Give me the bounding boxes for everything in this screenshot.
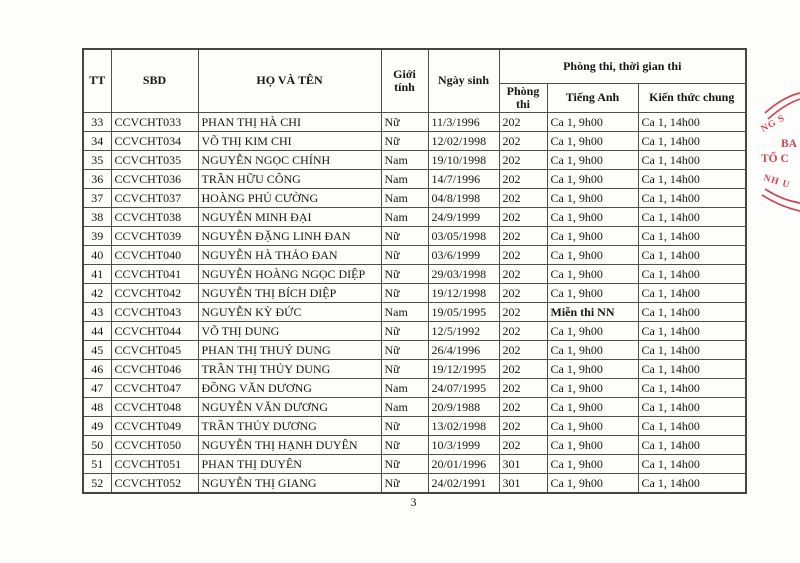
- cell-tt: 51: [83, 455, 111, 474]
- cell-english: Ca 1, 9h00: [547, 227, 638, 246]
- cell-tt: 35: [83, 151, 111, 170]
- cell-tt: 39: [83, 227, 111, 246]
- cell-name: HOÀNG PHÚ CƯỜNG: [198, 189, 381, 208]
- cell-dob: 24/9/1999: [428, 208, 499, 227]
- cell-tt: 41: [83, 265, 111, 284]
- cell-english: Ca 1, 9h00: [547, 246, 638, 265]
- cell-name: TRẦN THỦY DƯƠNG: [198, 417, 381, 436]
- cell-general: Ca 1, 14h00: [638, 208, 746, 227]
- table-row: [83, 398, 746, 417]
- cell-general: Ca 1, 14h00: [638, 322, 746, 341]
- cell-sbd: CCVCHT042: [111, 284, 198, 303]
- cell-gender: Nữ: [381, 284, 428, 303]
- cell-dob: 26/4/1996: [428, 341, 499, 360]
- cell-tt: 49: [83, 417, 111, 436]
- cell-sbd: CCVCHT045: [111, 341, 198, 360]
- table-row: [83, 113, 746, 132]
- cell-gender: Nữ: [381, 322, 428, 341]
- table-row: [83, 360, 746, 379]
- cell-sbd: CCVCHT049: [111, 417, 198, 436]
- cell-sbd: CCVCHT047: [111, 379, 198, 398]
- table-row: [83, 379, 746, 398]
- table-row: [83, 341, 746, 360]
- header-tt: TT: [83, 49, 111, 113]
- cell-english: Ca 1, 9h00: [547, 341, 638, 360]
- stamp-ring-arcs: [759, 93, 800, 211]
- cell-general: Ca 1, 14h00: [638, 303, 746, 322]
- cell-general: Ca 1, 14h00: [638, 341, 746, 360]
- table-row: [83, 189, 746, 208]
- cell-english: Ca 1, 9h00: [547, 132, 638, 151]
- cell-tt: 48: [83, 398, 111, 417]
- cell-name: NGUYỄN THỊ GIANG: [198, 474, 381, 494]
- cell-name: NGUYỄN VĂN DƯƠNG: [198, 398, 381, 417]
- header-name: HỌ VÀ TÊN: [198, 49, 381, 113]
- cell-name: PHAN THỊ HÀ CHI: [198, 113, 381, 132]
- cell-sbd: CCVCHT035: [111, 151, 198, 170]
- cell-sbd: CCVCHT033: [111, 113, 198, 132]
- cell-dob: 19/12/1995: [428, 360, 499, 379]
- cell-tt: 46: [83, 360, 111, 379]
- cell-general: Ca 1, 14h00: [638, 132, 746, 151]
- cell-sbd: CCVCHT037: [111, 189, 198, 208]
- cell-dob: 24/07/1995: [428, 379, 499, 398]
- cell-english: Ca 1, 9h00: [547, 398, 638, 417]
- cell-general: Ca 1, 14h00: [638, 379, 746, 398]
- cell-name: NGUYỄN THỊ HẠNH DUYÊN: [198, 436, 381, 455]
- cell-dob: 12/02/1998: [428, 132, 499, 151]
- cell-room: 202: [499, 303, 547, 322]
- cell-tt: 50: [83, 436, 111, 455]
- cell-sbd: CCVCHT052: [111, 474, 198, 494]
- cell-english: Ca 1, 9h00: [547, 379, 638, 398]
- header-general: Kiến thức chung: [638, 83, 746, 113]
- cell-dob: 24/02/1991: [428, 474, 499, 494]
- cell-dob: 10/3/1999: [428, 436, 499, 455]
- cell-name: TRẦN THỊ THỦY DUNG: [198, 360, 381, 379]
- cell-name: NGUYỄN MINH ĐẠI: [198, 208, 381, 227]
- cell-dob: 04/8/1998: [428, 189, 499, 208]
- cell-english: Ca 1, 9h00: [547, 265, 638, 284]
- cell-general: Ca 1, 14h00: [638, 417, 746, 436]
- cell-dob: 03/05/1998: [428, 227, 499, 246]
- cell-general: Ca 1, 14h00: [638, 265, 746, 284]
- cell-name: ĐỒNG VĂN DƯƠNG: [198, 379, 381, 398]
- cell-english: Ca 1, 9h00: [547, 170, 638, 189]
- cell-room: 202: [499, 151, 547, 170]
- cell-gender: Nam: [381, 189, 428, 208]
- cell-tt: 37: [83, 189, 111, 208]
- table-row: [83, 303, 746, 322]
- cell-english: Ca 1, 9h00: [547, 417, 638, 436]
- table-row: [83, 436, 746, 455]
- cell-general: Ca 1, 14h00: [638, 170, 746, 189]
- table-row: [83, 265, 746, 284]
- cell-gender: Nữ: [381, 474, 428, 494]
- cell-tt: 33: [83, 113, 111, 132]
- cell-gender: Nam: [381, 151, 428, 170]
- page-number: 3: [410, 495, 417, 509]
- cell-room: 202: [499, 132, 547, 151]
- cell-english: Ca 1, 9h00: [547, 151, 638, 170]
- cell-gender: Nữ: [381, 265, 428, 284]
- cell-general: Ca 1, 14h00: [638, 246, 746, 265]
- cell-room: 202: [499, 322, 547, 341]
- cell-room: 202: [499, 398, 547, 417]
- cell-name: TRẦN HỮU CÔNG: [198, 170, 381, 189]
- cell-english: Ca 1, 9h00: [547, 189, 638, 208]
- cell-room: 202: [499, 379, 547, 398]
- cell-name: NGUYỄN THỊ BÍCH DIỆP: [198, 284, 381, 303]
- table-row: [83, 246, 746, 265]
- cell-room: 202: [499, 436, 547, 455]
- cell-room: 202: [499, 189, 547, 208]
- header-sbd: SBD: [111, 49, 198, 113]
- cell-tt: 47: [83, 379, 111, 398]
- cell-gender: Nữ: [381, 227, 428, 246]
- cell-gender: Nữ: [381, 360, 428, 379]
- cell-name: VÕ THỊ DUNG: [198, 322, 381, 341]
- header-exam-group: Phòng thi, thời gian thi: [499, 49, 746, 83]
- cell-english: Ca 1, 9h00: [547, 113, 638, 132]
- cell-gender: Nữ: [381, 246, 428, 265]
- cell-dob: 19/10/1998: [428, 151, 499, 170]
- cell-gender: Nữ: [381, 132, 428, 151]
- cell-tt: 52: [83, 474, 111, 494]
- cell-dob: 11/3/1996: [428, 113, 499, 132]
- cell-sbd: CCVCHT044: [111, 322, 198, 341]
- cell-general: Ca 1, 14h00: [638, 284, 746, 303]
- cell-gender: Nữ: [381, 455, 428, 474]
- table-row: [83, 322, 746, 341]
- table-row: [83, 170, 746, 189]
- cell-gender: Nam: [381, 379, 428, 398]
- stamp-text-bottom-arc: NH U: [762, 173, 792, 191]
- cell-general: Ca 1, 14h00: [638, 455, 746, 474]
- cell-room: 202: [499, 170, 547, 189]
- cell-sbd: CCVCHT041: [111, 265, 198, 284]
- header-gender: Giới tính: [381, 49, 428, 113]
- cell-gender: Nữ: [381, 341, 428, 360]
- cell-sbd: CCVCHT038: [111, 208, 198, 227]
- cell-dob: 19/12/1998: [428, 284, 499, 303]
- red-stamp: [750, 90, 800, 218]
- cell-name: PHAN THỊ DUYÊN: [198, 455, 381, 474]
- cell-name: PHAN THỊ THUÝ DUNG: [198, 341, 381, 360]
- table-row: [83, 474, 746, 494]
- cell-dob: 29/03/1998: [428, 265, 499, 284]
- cell-room: 202: [499, 360, 547, 379]
- cell-general: Ca 1, 14h00: [638, 398, 746, 417]
- cell-name: NGUYỄN KỲ ĐỨC: [198, 303, 381, 322]
- cell-sbd: CCVCHT036: [111, 170, 198, 189]
- cell-dob: 20/9/1988: [428, 398, 499, 417]
- cell-english: Ca 1, 9h00: [547, 455, 638, 474]
- cell-name: NGUYỄN NGỌC CHÍNH: [198, 151, 381, 170]
- cell-room: 301: [499, 474, 547, 494]
- cell-gender: Nam: [381, 208, 428, 227]
- cell-dob: 12/5/1992: [428, 322, 499, 341]
- cell-tt: 43: [83, 303, 111, 322]
- cell-tt: 38: [83, 208, 111, 227]
- cell-room: 202: [499, 284, 547, 303]
- cell-tt: 45: [83, 341, 111, 360]
- cell-room: 202: [499, 417, 547, 436]
- table-row: [83, 132, 746, 151]
- cell-dob: 14/7/1996: [428, 170, 499, 189]
- table-row: [83, 227, 746, 246]
- header-room: Phòng thi: [499, 83, 547, 113]
- cell-general: Ca 1, 14h00: [638, 360, 746, 379]
- cell-sbd: CCVCHT046: [111, 360, 198, 379]
- cell-sbd: CCVCHT048: [111, 398, 198, 417]
- cell-name: NGUYỄN HÀ THẢO ĐAN: [198, 246, 381, 265]
- cell-english: Ca 1, 9h00: [547, 474, 638, 494]
- red-stamp-graphic: [750, 90, 800, 218]
- cell-gender: Nam: [381, 303, 428, 322]
- cell-tt: 36: [83, 170, 111, 189]
- cell-english: Ca 1, 9h00: [547, 436, 638, 455]
- cell-tt: 44: [83, 322, 111, 341]
- cell-tt: 34: [83, 132, 111, 151]
- exam-schedule-table: [82, 48, 747, 494]
- cell-room: 202: [499, 246, 547, 265]
- cell-sbd: CCVCHT051: [111, 455, 198, 474]
- cell-english: Ca 1, 9h00: [547, 322, 638, 341]
- cell-gender: Nam: [381, 170, 428, 189]
- cell-room: 202: [499, 208, 547, 227]
- cell-general: Ca 1, 14h00: [638, 113, 746, 132]
- cell-room: 202: [499, 227, 547, 246]
- stamp-text-line1: BA: [781, 138, 797, 150]
- cell-tt: 42: [83, 284, 111, 303]
- cell-english: Ca 1, 9h00: [547, 360, 638, 379]
- cell-room: 202: [499, 113, 547, 132]
- cell-general: Ca 1, 14h00: [638, 227, 746, 246]
- cell-room: 301: [499, 455, 547, 474]
- table-row: [83, 208, 746, 227]
- cell-general: Ca 1, 14h00: [638, 474, 746, 494]
- table-row: [83, 455, 746, 474]
- cell-gender: Nữ: [381, 436, 428, 455]
- cell-dob: 20/01/1996: [428, 455, 499, 474]
- cell-gender: Nam: [381, 398, 428, 417]
- stamp-text-line2: TỔ C: [761, 153, 789, 165]
- cell-dob: 03/6/1999: [428, 246, 499, 265]
- cell-dob: 13/02/1998: [428, 417, 499, 436]
- cell-sbd: CCVCHT039: [111, 227, 198, 246]
- cell-gender: Nữ: [381, 417, 428, 436]
- cell-sbd: CCVCHT043: [111, 303, 198, 322]
- table-body: [83, 113, 746, 494]
- cell-sbd: CCVCHT040: [111, 246, 198, 265]
- cell-tt: 40: [83, 246, 111, 265]
- cell-general: Ca 1, 14h00: [638, 189, 746, 208]
- cell-english: Ca 1, 9h00: [547, 284, 638, 303]
- cell-room: 202: [499, 341, 547, 360]
- cell-room: 202: [499, 265, 547, 284]
- table-row: [83, 417, 746, 436]
- header-dob: Ngày sinh: [428, 49, 499, 113]
- cell-sbd: CCVCHT034: [111, 132, 198, 151]
- cell-name: NGUYỄN HOÀNG NGỌC DIỆP: [198, 265, 381, 284]
- cell-general: Ca 1, 14h00: [638, 436, 746, 455]
- table-row: [83, 151, 746, 170]
- cell-english: Miễn thi NN: [547, 303, 638, 322]
- cell-name: VÕ THỊ KIM CHI: [198, 132, 381, 151]
- cell-english: Ca 1, 9h00: [547, 208, 638, 227]
- cell-gender: Nữ: [381, 113, 428, 132]
- header-english: Tiếng Anh: [547, 83, 638, 113]
- table-header: [83, 49, 746, 113]
- cell-dob: 19/05/1995: [428, 303, 499, 322]
- stamp-text-top-arc: NG S: [759, 113, 788, 135]
- table-row: [83, 284, 746, 303]
- cell-name: NGUYỄN ĐẶNG LINH ĐAN: [198, 227, 381, 246]
- cell-sbd: CCVCHT050: [111, 436, 198, 455]
- cell-general: Ca 1, 14h00: [638, 151, 746, 170]
